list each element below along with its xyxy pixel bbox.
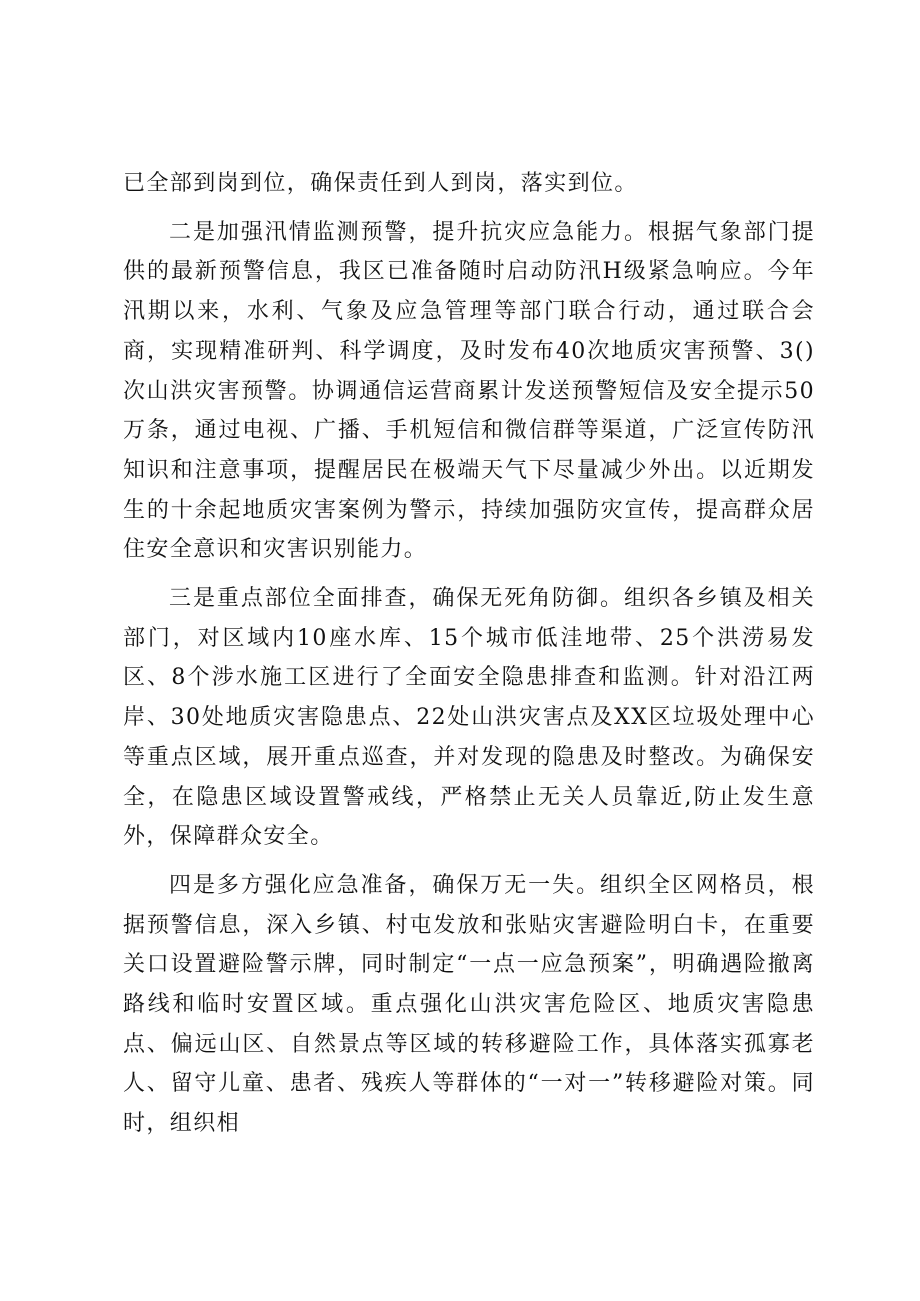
paragraph-3: 三是重点部位全面排查，确保无死角防御。组织各乡镇及相关部门，对区域内10座水库、15个城市低洼地带、25个洪涝易发区、8个涉水施工区进行了全面安全隐患排查和监测。针对沿江两岸、30处地质灾害隐患点、22处山洪灾害点及XX区垃圾处理中心等重点区域，展开重点巡查，并对发现的隐患及时整改。为确保安全，在隐患区域设置警戒线，严格禁止无关人员靠近,防止发生意外，保障群众安全。	[123, 586, 815, 850]
paragraph-1: 已全部到岗到位，确保责任到人到岗，落实到位。	[123, 171, 638, 196]
paragraph-2: 二是加强汛情监测预警，提升抗灾应急能力。根据气象部门提供的最新预警信息，我区已准备随时启动防汛H级紧急响应。今年汛期以来，水利、气象及应急管理等部门联合行动，通过联合会商，实现精准研判、科学调度，及时发布40次地质灾害预警、3()次山洪灾害预警。协调通信运营商累计发送预警短信及安全提示50万条，通过电视、广播、手机短信和微信群等渠道，广泛宣传防汛知识和注意事项，提醒居民在极端天气下尽量减少外出。以近期发生的十余起地质灾害案例为警示，持续加强防灾宣传，提高群众居住安全意识和灾害识别能力。	[123, 219, 815, 563]
paragraph-4: 四是多方强化应急准备，确保万无一失。组织全区网格员，根据预警信息，深入乡镇、村屯发放和张贴灾害避险明白卡，在重要关口设置避险警示牌，同时制定“一点一应急预案”，明确遇险撤离路线和临时安置区域。重点强化山洪灾害危险区、地质灾害隐患点、偏远山区、自然景点等区域的转移避险工作，具体落实孤寡老人、留守儿童、患者、残疾人等群体的“一对一”转移避险对策。同时，组织相	[123, 872, 815, 1137]
document-body	[123, 164, 815, 1144]
